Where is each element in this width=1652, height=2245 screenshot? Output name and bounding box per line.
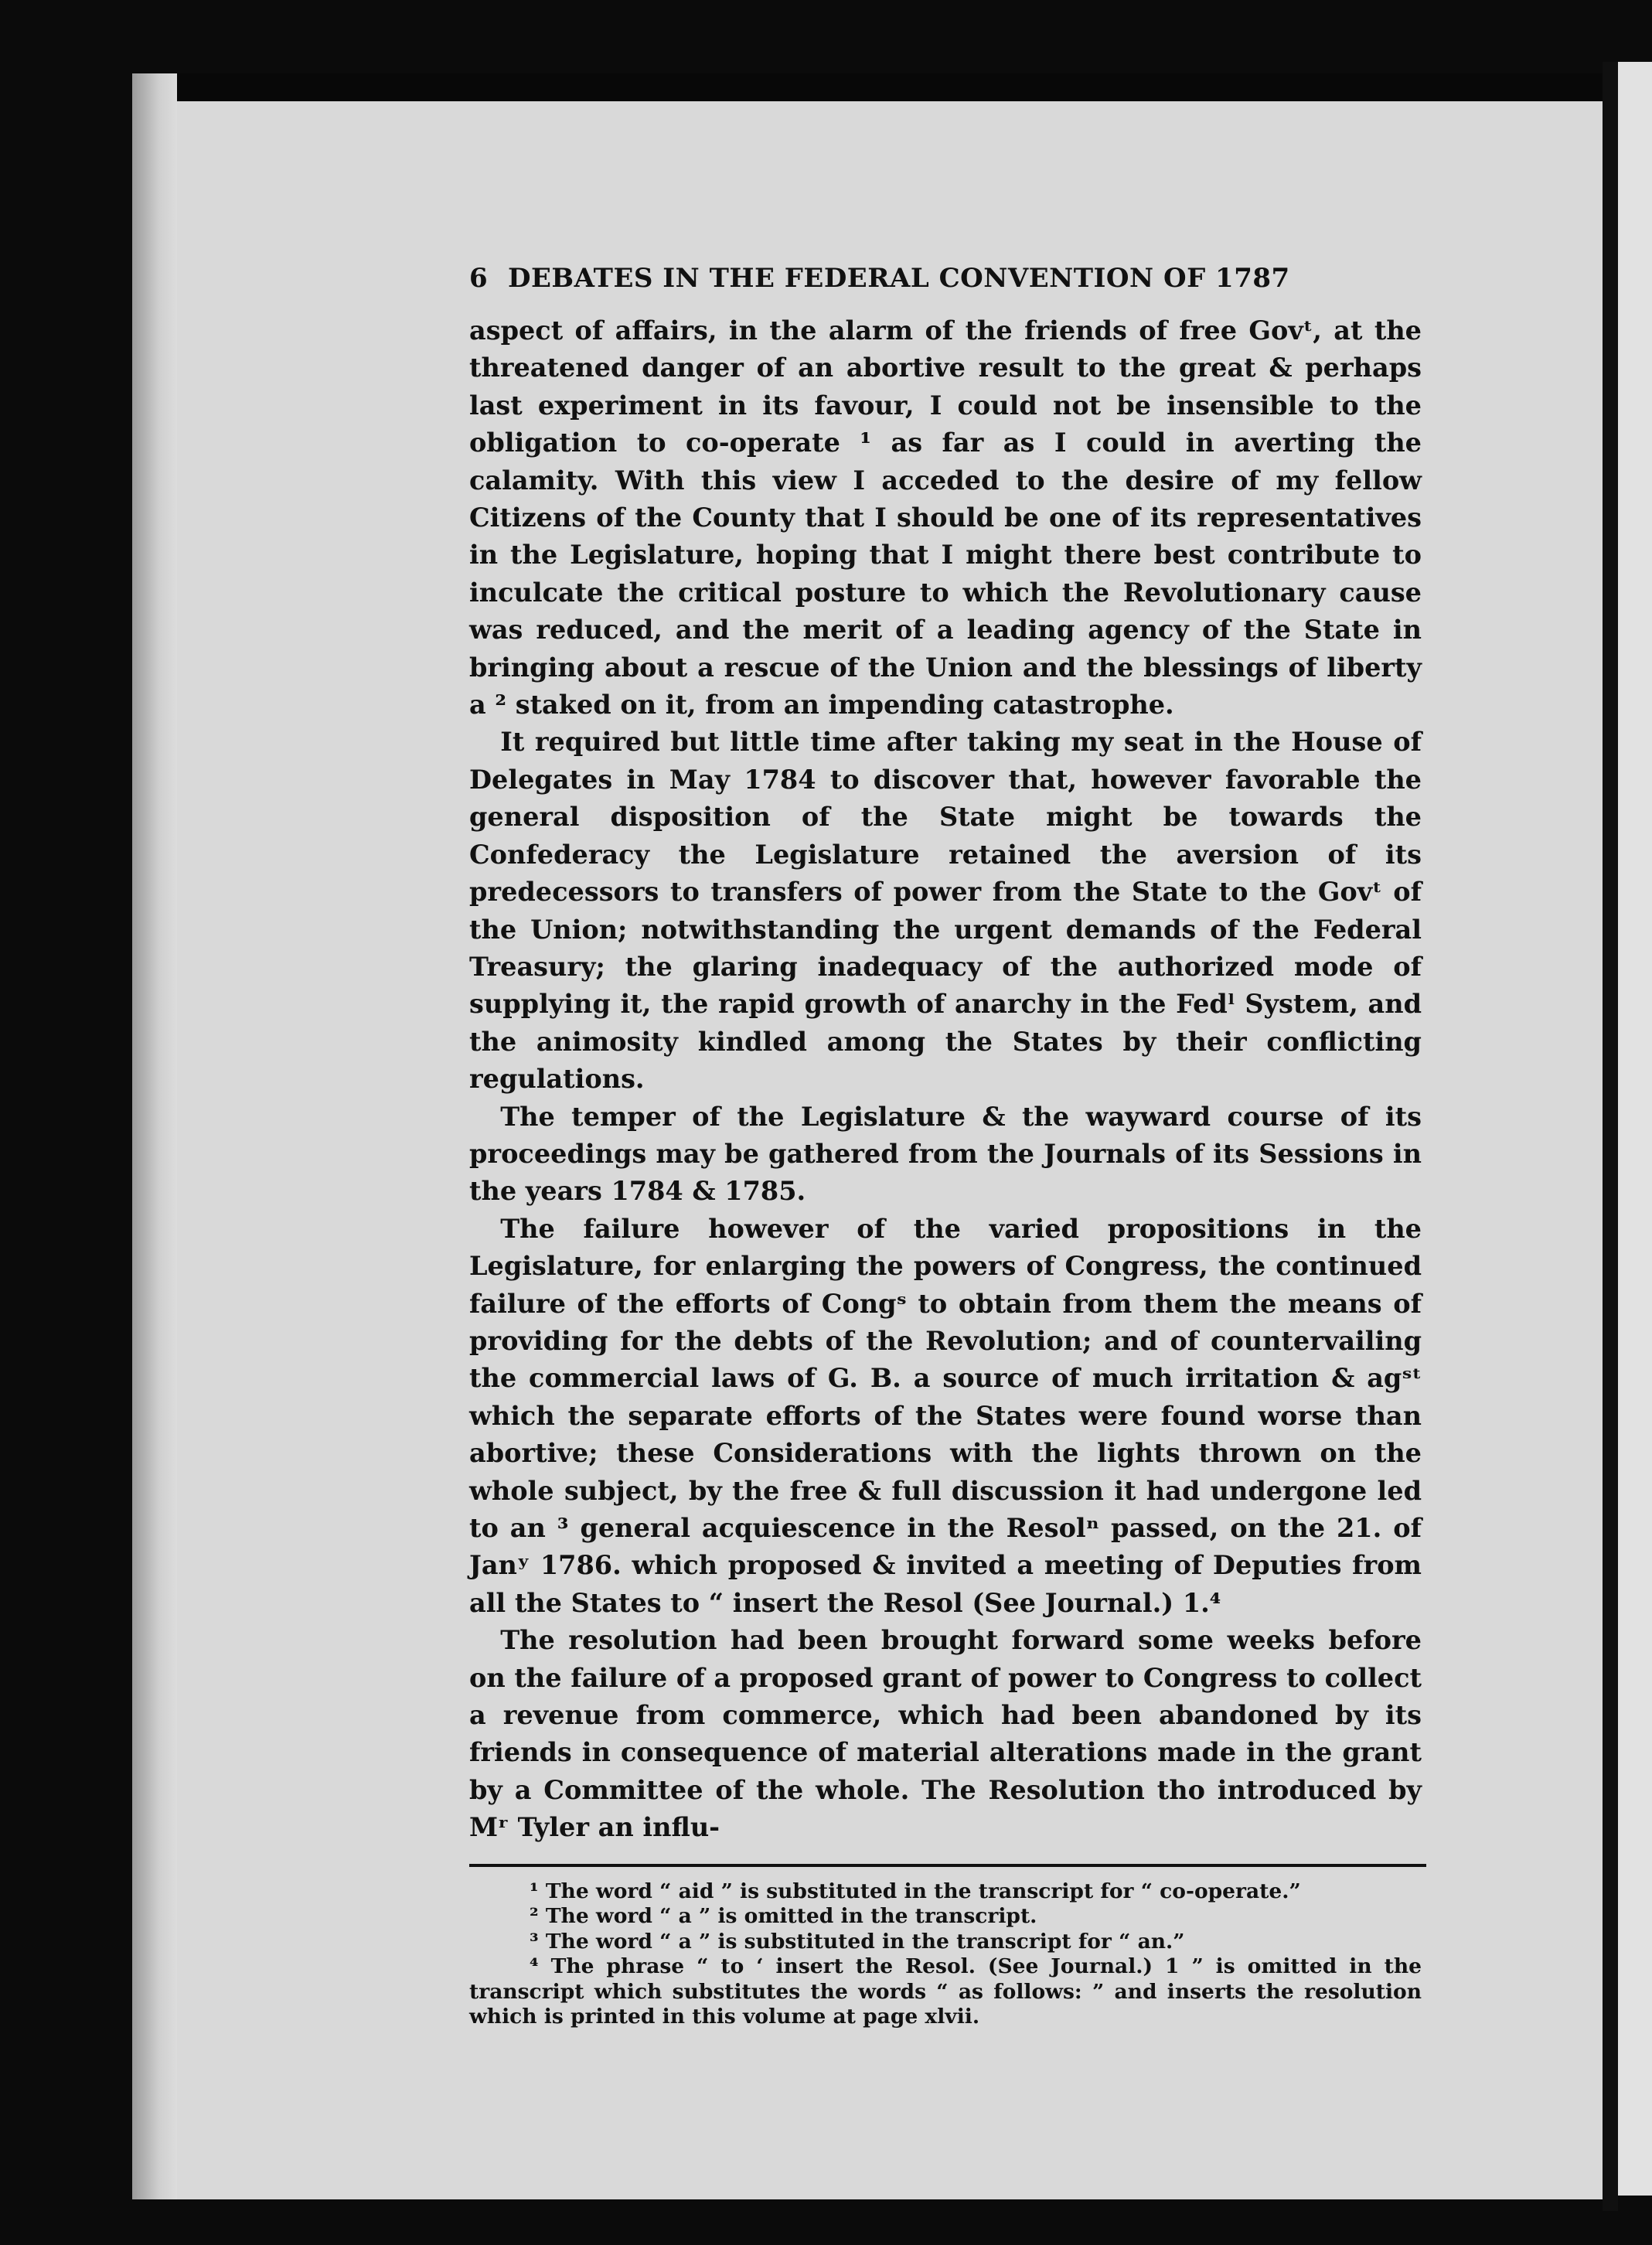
footnotes (469, 1879, 1422, 2030)
running-head (469, 263, 1422, 314)
paragraph: The resolution had been brought forward some weeks before on the failure of a proposed grant of power to Congress to collect a revenue from commerce, which had been abandoned by its friends in consequence of material alterations made in the grant by a Committee of the whole. The Resolution tho introduced by Mʳ Tyler an influ- (469, 1625, 1422, 1843)
gutter-shadow (1603, 62, 1618, 2211)
facing-page-strip (1618, 62, 1652, 2196)
paragraph: The temper of the Legislature & the wayward course of its proceedings may be gathered from the Journals of its Sessions in the years 1784 & 1785. (469, 1101, 1422, 1207)
page-content (469, 263, 1422, 2030)
footnote-rule (469, 1864, 1426, 1867)
book-page-edge (132, 73, 177, 2199)
page-number: 6 (469, 263, 489, 294)
body-text (469, 312, 1422, 1847)
paragraph: It required but little time after taking my seat in the House of Delegates in May 1784 to discover that, however favorable the general disposition of the State might be towards the Confederacy the Legislature retained the aversion of its predecessors to transfers of power from the State to the Govᵗ of the Union; notwithstanding the urgent demands of the Federal Treasury; the glaring inadequacy of the authorized mode of supplying it, the rapid growth of anarchy in the Fedˡ System, and the animosity kindled among the States by their conflicting regulations. (469, 727, 1422, 1095)
footnote: ² The word “ a ” is omitted in the transcript. (530, 1904, 1037, 1929)
footnote: ¹ The word “ aid ” is substituted in the transcript for “ co-operate.” (530, 1879, 1301, 1903)
paragraph: The failure however of the varied propositions in the Legislature, for enlarging the powers of Congress, the continued failure of the efforts of Congˢ to obtain from them the means of providing for the debts of the Revolution; and of countervailing the commercial laws of G. B. a source of much irritation & agˢᵗ which the separate efforts of the States were found worse than abortive; these Considerations with the lights thrown on the whole subject, by the free & full discussion it had undergone led to an ³ general acquiescence in the Resolⁿ passed, on the 21. of Janʸ 1786. which proposed & invited a meeting of Deputies from all the States to “ insert the Resol (See Journal.) 1.⁴ (469, 1213, 1422, 1618)
footnote: ⁴ The phrase “ to ‘ insert the Resol. (See Journal.) 1 ” is omitted in the transcript which substitutes the words “ as follows: ” and inserts the resolution which is printed in this volume at page xlvii. (469, 1954, 1422, 2029)
paragraph: aspect of affairs, in the alarm of the friends of free Govᵗ, at the threatened danger of an abortive result to the great & perhaps last experiment in its favour, I could not be insensible to the obligation to co-operate ¹ as far as I could in averting the calamity. With this view I acceded to the desire of my fellow Citizens of the County that I should be one of its representatives in the Legislature, hoping that I might there best contribute to inculcate the critical posture to which the Revolutionary cause was reduced, and the merit of a leading agency of the State in bringing about a rescue of the Union and the blessings of liberty a ² staked on it, from an impending catastrophe. (469, 315, 1422, 721)
footnote: ³ The word “ a ” is substituted in the transcript for “ an.” (530, 1929, 1185, 1954)
running-title: DEBATES IN THE FEDERAL CONVENTION OF 1787 (508, 263, 1290, 294)
